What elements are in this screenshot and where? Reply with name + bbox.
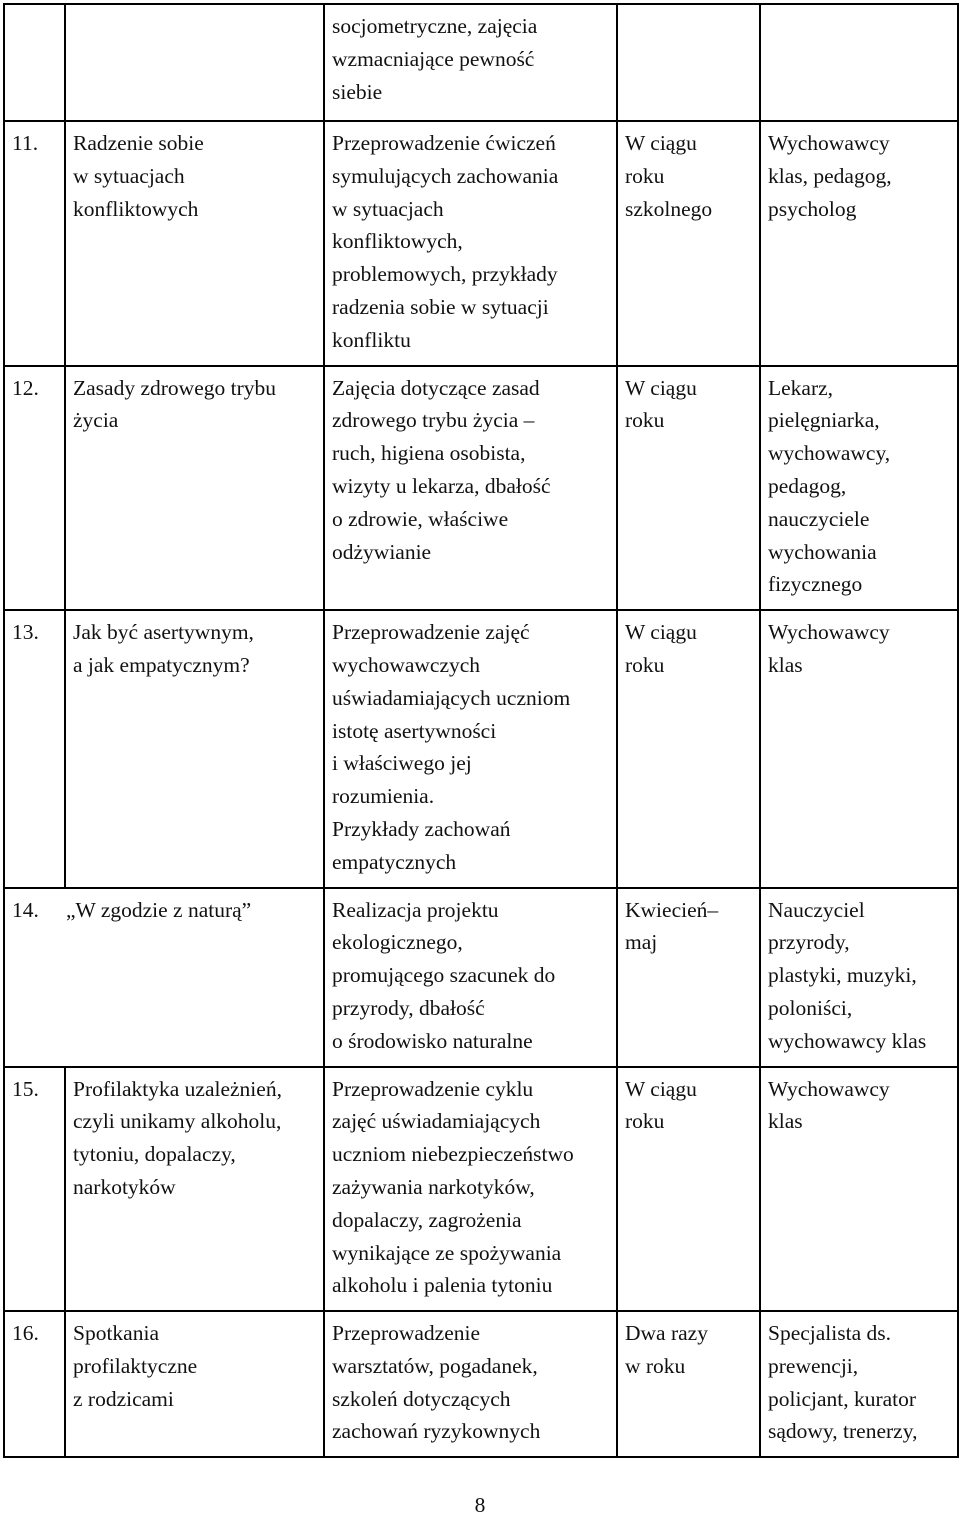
table-row xyxy=(4,121,958,366)
row-topic: Radzenie sobie w sytuacjach konfliktowych xyxy=(65,121,324,366)
cell-lp xyxy=(4,4,65,121)
row-number: 15. xyxy=(4,1067,65,1312)
cell-topic xyxy=(65,4,324,121)
row-responsible: Lekarz, pielęgniarka, wychowawcy, pedagog, nauczyciele wychowania fizycznego xyxy=(760,366,958,611)
row-responsible: Wychowawcy klas, pedagog, psycholog xyxy=(760,121,958,366)
cell-form xyxy=(324,4,617,121)
row-number: 14. xyxy=(12,897,39,922)
row-responsible: Specjalista ds. prewencji, policjant, kurator sądowy, trenerzy, xyxy=(760,1311,958,1457)
row-topic: Profilaktyka uzależnień, czyli unikamy alkoholu, tytoniu, dopalaczy, narkotyków xyxy=(65,1067,324,1312)
program-table xyxy=(3,3,959,1458)
row-topic: Spotkania profilaktyczne z rodzicami xyxy=(65,1311,324,1457)
table-row xyxy=(4,366,958,611)
row-term: Dwa razy w roku xyxy=(617,1311,760,1457)
row-term: W ciągu roku xyxy=(617,1067,760,1312)
row-topic: Jak być asertywnym, a jak empatycznym? xyxy=(65,610,324,887)
row-term: Kwiecień– maj xyxy=(617,888,760,1067)
row-responsible: Wychowawcy klas xyxy=(760,1067,958,1312)
continuation-form-text: socjometryczne, zajęcia wzmacniające pewność siebie xyxy=(332,14,538,104)
row-number: 16. xyxy=(4,1311,65,1457)
row-number-and-topic xyxy=(4,888,324,1067)
row-responsible: Nauczyciel przyrody, plastyki, muzyki, poloniści, wychowawcy klas xyxy=(760,888,958,1067)
row-form: Realizacja projektu ekologicznego, promującego szacunek do przyrody, dbałość o środowisko naturalne xyxy=(324,888,617,1067)
table-row xyxy=(4,610,958,887)
row-form: Przeprowadzenie cyklu zajęć uświadamiających uczniom niebezpieczeństwo zażywania narkotyków, dopalaczy, zagrożenia wynikające ze spożywania alkoholu i palenia tytoniu xyxy=(324,1067,617,1312)
table-row xyxy=(4,1311,958,1457)
row-form: Zajęcia dotyczące zasad zdrowego trybu życia – ruch, higiena osobista, wizyty u lekarza, dbałość o zdrowie, właściwe odżywianie xyxy=(324,366,617,611)
table-row xyxy=(4,1067,958,1312)
row-responsible: Wychowawcy klas xyxy=(760,610,958,887)
row-form: Przeprowadzenie ćwiczeń symulujących zachowania w sytuacjach konfliktowych, problemowych, przykłady radzenia sobie w sytuacji konfliktu xyxy=(324,121,617,366)
row-number: 12. xyxy=(4,366,65,611)
row-term: W ciągu roku xyxy=(617,366,760,611)
row-number: 13. xyxy=(4,610,65,887)
table-row xyxy=(4,888,958,1067)
row-form: Przeprowadzenie zajęć wychowawczych uświadamiających uczniom istotę asertywności i właściwego jej rozumienia. Przykłady zachowań empatycznych xyxy=(324,610,617,887)
cell-responsible xyxy=(760,4,958,121)
row-term: W ciągu roku xyxy=(617,610,760,887)
row-topic: Zasady zdrowego trybu życia xyxy=(65,366,324,611)
row-term: W ciągu roku szkolnego xyxy=(617,121,760,366)
row-number: 11. xyxy=(4,121,65,366)
page-number: 8 xyxy=(474,1493,486,1517)
row-topic: „W zgodzie z naturą” xyxy=(66,897,252,922)
table-row-continuation xyxy=(4,4,958,121)
cell-term xyxy=(617,4,760,121)
row-form: Przeprowadzenie warsztatów, pogadanek, szkoleń dotyczących zachowań ryzykownych xyxy=(324,1311,617,1457)
